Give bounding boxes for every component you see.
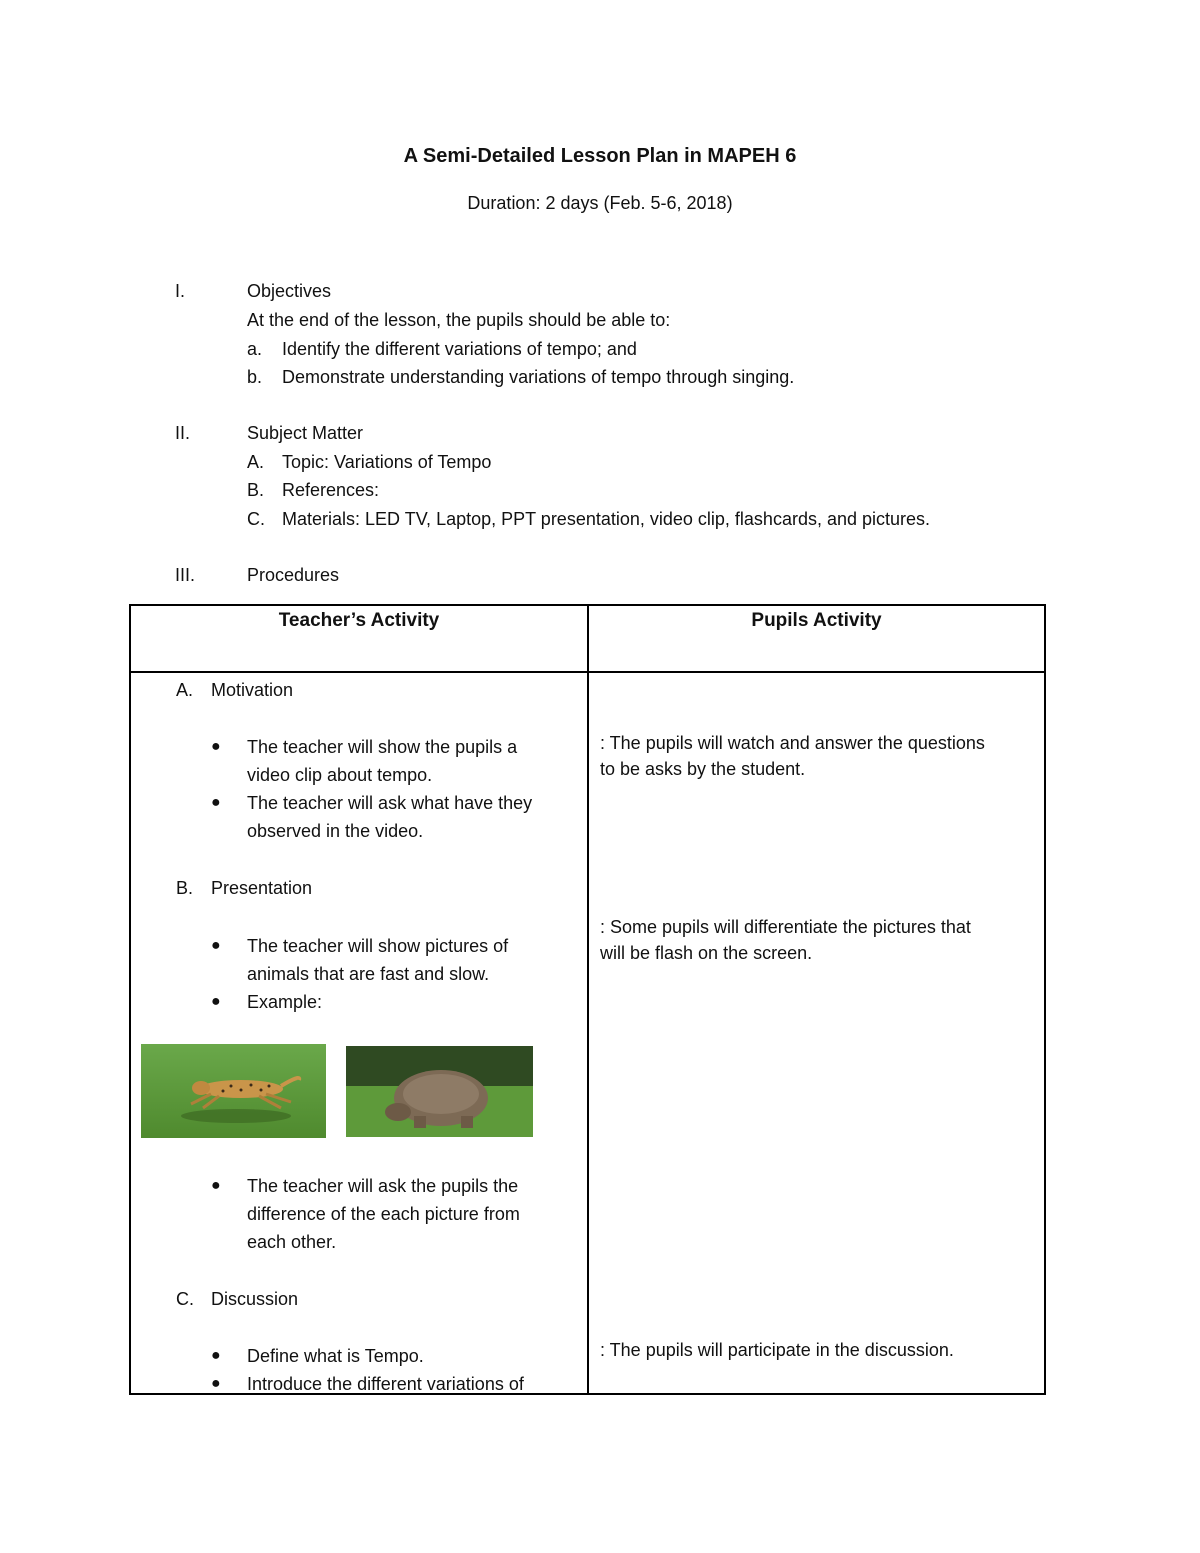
bullet-icon: ● (211, 1177, 221, 1194)
procedures-heading: Procedures (247, 565, 340, 585)
bullet-icon: ● (211, 993, 221, 1010)
objective-item: Demonstrate understanding variations of tempo through singing. (282, 367, 795, 387)
objective-marker: a. (247, 339, 263, 359)
pupil-response: to be asks by the student. (600, 759, 806, 779)
teacher-step: The teacher will ask what have they (247, 793, 533, 813)
teacher-activity-header: Teacher’s Activity (278, 610, 440, 631)
bullet-icon: ● (211, 937, 221, 954)
teacher-step: each other. (247, 1232, 337, 1252)
motivation-label: Motivation (211, 680, 294, 700)
pupil-response: : The pupils will watch and answer the questions (600, 733, 985, 753)
subject-heading: Subject Matter (247, 423, 364, 443)
subject-item: Materials: LED TV, Laptop, PPT presentation, video clip, flashcards, and pictures. (282, 509, 931, 529)
subject-marker: C. (247, 509, 265, 529)
subject-item: Topic: Variations of Tempo (282, 452, 492, 472)
page-title: A Semi-Detailed Lesson Plan in MAPEH 6 (403, 145, 797, 167)
discussion-marker: C. (176, 1289, 194, 1309)
procedures-numeral: III. (175, 565, 196, 585)
table-divider (587, 604, 589, 1395)
pupil-response: : Some pupils will differentiate the pictures that (600, 917, 971, 937)
bullet-icon: ● (211, 794, 221, 811)
teacher-step: animals that are fast and slow. (247, 964, 490, 984)
pupils-activity-header: Pupils Activity (751, 610, 882, 631)
presentation-label: Presentation (211, 878, 313, 898)
bullet-icon: ● (211, 738, 221, 755)
bullet-icon: ● (211, 1347, 221, 1364)
teacher-step: Define what is Tempo. (247, 1346, 424, 1366)
pupil-response: will be flash on the screen. (600, 943, 813, 963)
teacher-step: Example: (247, 992, 323, 1012)
objectives-intro: At the end of the lesson, the pupils should be able to: (247, 310, 671, 330)
discussion-label: Discussion (211, 1289, 299, 1309)
teacher-step: Introduce the different variations of (247, 1374, 524, 1394)
subject-marker: B. (247, 480, 265, 500)
objective-marker: b. (247, 367, 263, 387)
cheetah-image (141, 1044, 326, 1138)
teacher-step: The teacher will ask the pupils the (247, 1176, 519, 1196)
presentation-marker: B. (176, 878, 194, 898)
table-header-rule (129, 671, 1046, 673)
subject-item: References: (282, 480, 380, 500)
objectives-numeral: I. (175, 281, 186, 301)
teacher-step: difference of the each picture from (247, 1204, 520, 1224)
objectives-heading: Objectives (247, 281, 332, 301)
tortoise-image (346, 1046, 533, 1137)
subject-marker: A. (247, 452, 265, 472)
subject-numeral: II. (175, 423, 191, 443)
teacher-step: The teacher will show pictures of (247, 936, 509, 956)
teacher-step: The teacher will show the pupils a (247, 737, 518, 757)
pupil-response: : The pupils will participate in the discussion. (600, 1340, 954, 1360)
teacher-step: video clip about tempo. (247, 765, 433, 785)
objective-item: Identify the different variations of tempo; and (282, 339, 637, 359)
duration: Duration: 2 days (Feb. 5-6, 2018) (467, 193, 733, 213)
motivation-marker: A. (176, 680, 194, 700)
bullet-icon: ● (211, 1375, 221, 1392)
teacher-step: observed in the video. (247, 821, 424, 841)
